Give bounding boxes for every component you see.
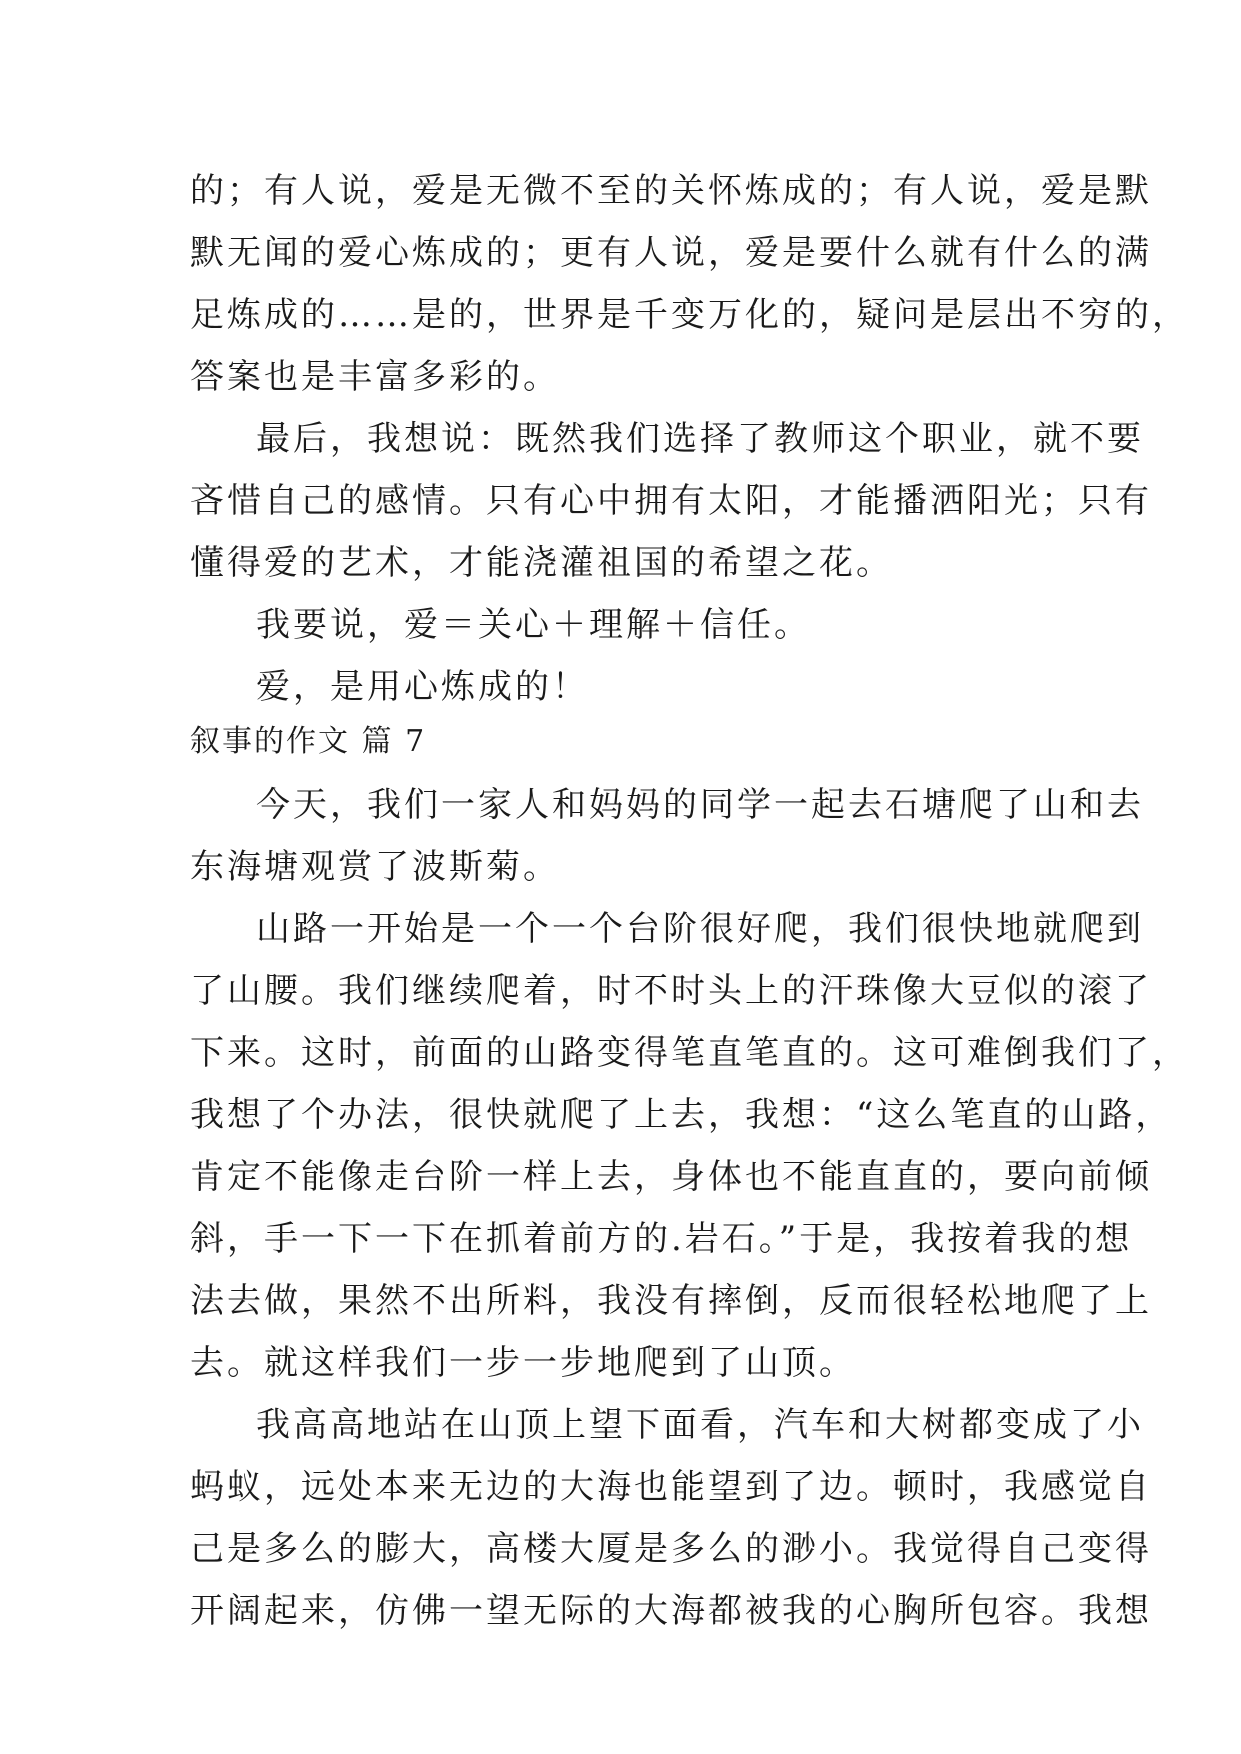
paragraph bbox=[190, 408, 1152, 594]
paragraph bbox=[190, 160, 1189, 408]
text-line: 斜，手一下一下在抓着前方的.岩石。”于是，我按着我的想 bbox=[190, 1219, 1133, 1259]
text-line: 我要说，爱＝关心＋理解＋信任。 bbox=[256, 605, 811, 645]
paragraph bbox=[190, 594, 1055, 656]
paragraph bbox=[190, 898, 1189, 1394]
text-line: 我高高地站在山顶上望下面看，汽车和大树都变成了小 bbox=[256, 1405, 1144, 1445]
paragraph bbox=[190, 774, 1144, 898]
paragraph bbox=[190, 656, 1055, 718]
text-line: 山路一开始是一个一个台阶很好爬，我们很快地就爬到 bbox=[256, 909, 1144, 949]
text-line: 去。就这样我们一步一步地爬到了山顶。 bbox=[190, 1343, 856, 1383]
text-line: 懂得爱的艺术，才能浇灌祖国的希望之花。 bbox=[190, 543, 893, 583]
text-line: 开阔起来，仿佛一望无际的大海都被我的心胸所包容。我想 bbox=[190, 1591, 1152, 1631]
text-line: 最后，我想说：既然我们选择了教师这个职业，就不要 bbox=[256, 419, 1144, 459]
section-heading: 叙事的作文 篇 7 bbox=[190, 724, 427, 759]
text-line: 今天，我们一家人和妈妈的同学一起去石塘爬了山和去 bbox=[256, 785, 1144, 825]
text-line: 蚂蚁，远处本来无边的大海也能望到了边。顿时，我感觉自 bbox=[190, 1467, 1152, 1507]
paragraph bbox=[190, 1394, 1152, 1642]
text-line: 东海塘观赏了波斯菊。 bbox=[190, 847, 560, 887]
text-line: 的；有人说，爱是无微不至的关怀炼成的；有人说，爱是默 bbox=[190, 171, 1152, 211]
text-line: 了山腰。我们继续爬着，时不时头上的汗珠像大豆似的滚了 bbox=[190, 971, 1152, 1011]
text-line: 吝惜自己的感情。只有心中拥有太阳，才能播洒阳光；只有 bbox=[190, 481, 1152, 521]
text-line: 肯定不能像走台阶一样上去，身体也不能直直的，要向前倾 bbox=[190, 1157, 1152, 1197]
text-line: 爱，是用心炼成的！ bbox=[256, 667, 589, 707]
document-body bbox=[190, 160, 1189, 1642]
text-line: 下来。这时，前面的山路变得笔直笔直的。这可难倒我们了， bbox=[190, 1033, 1189, 1073]
text-line: 我想了个办法，很快就爬了上去，我想：“这么笔直的山路， bbox=[190, 1095, 1173, 1135]
text-line: 法去做，果然不出所料，我没有摔倒，反而很轻松地爬了上 bbox=[190, 1281, 1152, 1321]
text-line: 默无闻的爱心炼成的；更有人说，爱是要什么就有什么的满 bbox=[190, 233, 1152, 273]
text-line: 足炼成的……是的，世界是千变万化的，疑问是层出不穷的， bbox=[190, 295, 1189, 335]
text-line: 答案也是丰富多彩的。 bbox=[190, 357, 560, 397]
text-line: 己是多么的膨大，高楼大厦是多么的渺小。我觉得自己变得 bbox=[190, 1529, 1152, 1569]
